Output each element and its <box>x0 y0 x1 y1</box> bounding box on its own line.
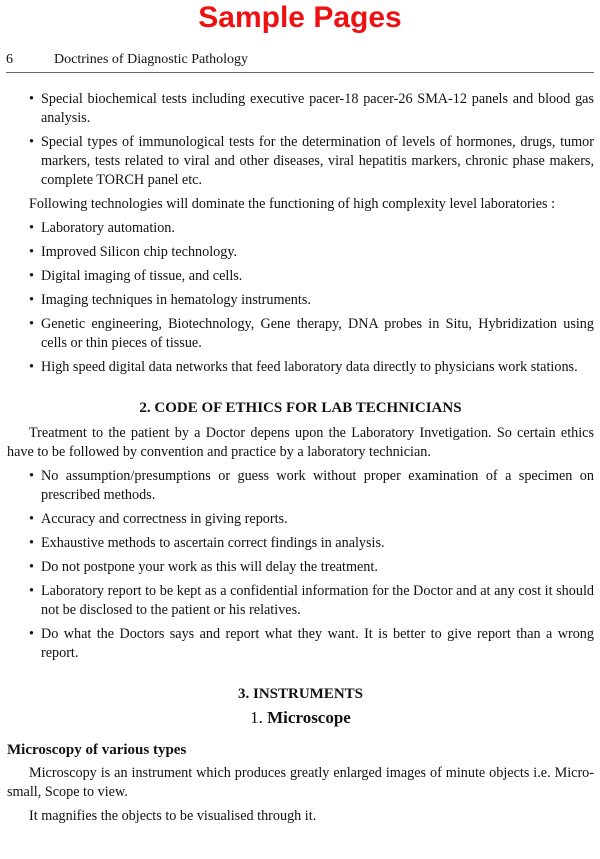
list-item: • Exhaustive methods to ascertain correct findings in analysis. <box>7 534 594 553</box>
list-item: • Digital imaging of tissue, and cells. <box>7 267 594 286</box>
section-heading-ethics: 2. CODE OF ETHICS FOR LAB TECHNICIANS <box>139 400 462 416</box>
list-item: • Genetic engineering, Biotechnology, Gene therapy, DNA probes in Situ, Hybridization using cells or thin pieces of tissue. <box>7 315 594 353</box>
tests-list <box>7 90 594 190</box>
running-header <box>6 52 594 73</box>
list-item: • Improved Silicon chip technology. <box>7 243 594 262</box>
list-item: • Special types of immunological tests for the determination of levels of hormones, drugs, tumor markers, tests related to viral and other diseases, viral hepatitis markers, chronic phase makers, complete TORCH panel etc. <box>7 133 594 190</box>
list-item: • High speed digital data networks that feed laboratory data directly to physicians work stations. <box>7 358 594 377</box>
page-number: 6 <box>6 52 13 67</box>
list-item: • Imaging techniques in hematology instruments. <box>7 291 594 310</box>
list-item: • Special biochemical tests including executive pacer-18 pacer-26 SMA-12 panels and blood gas analysis. <box>7 90 594 128</box>
running-title: Doctrines of Diagnostic Pathology <box>54 52 249 67</box>
sample-pages-banner: Sample Pages <box>198 1 402 34</box>
paragraph: It magnifies the objects to be visualised through it. <box>29 808 317 824</box>
technologies-list <box>7 219 594 377</box>
ethics-list <box>7 467 594 663</box>
paragraph: Following technologies will dominate the functioning of high complexity level laboratories : <box>29 196 556 212</box>
subsection-number: 1. <box>250 708 263 727</box>
page-content <box>7 90 594 831</box>
section-heading-instruments: 3. INSTRUMENTS <box>237 686 364 702</box>
list-item: • Laboratory automation. <box>7 219 594 238</box>
subsection-heading-microscope <box>7 708 594 727</box>
list-item: • Do not postpone your work as this will delay the treatment. <box>7 558 594 577</box>
list-item: • Do what the Doctors says and report what they want. It is better to give report than a wrong report. <box>7 625 594 663</box>
paragraph: Treatment to the patient by a Doctor depens upon the Laboratory Invetigation. So certain ethics have to be followed by convention and practice by a laboratory technician. <box>7 425 594 460</box>
list-item: • Laboratory report to be kept as a confidential information for the Doctor and at any cost it should not be disclosed to the patient or his relatives. <box>7 582 594 620</box>
paragraph: Microscopy is an instrument which produces greatly enlarged images of minute objects i.e. Micro-small, Scope to view. <box>7 765 594 800</box>
bold-heading: Microscopy of various types <box>7 742 187 758</box>
list-item: • No assumption/presumptions or guess work without proper examination of a specimen on prescribed methods. <box>7 467 594 505</box>
list-item: • Accuracy and correctness in giving reports. <box>7 510 594 529</box>
subsection-title: Microscope <box>267 708 351 727</box>
